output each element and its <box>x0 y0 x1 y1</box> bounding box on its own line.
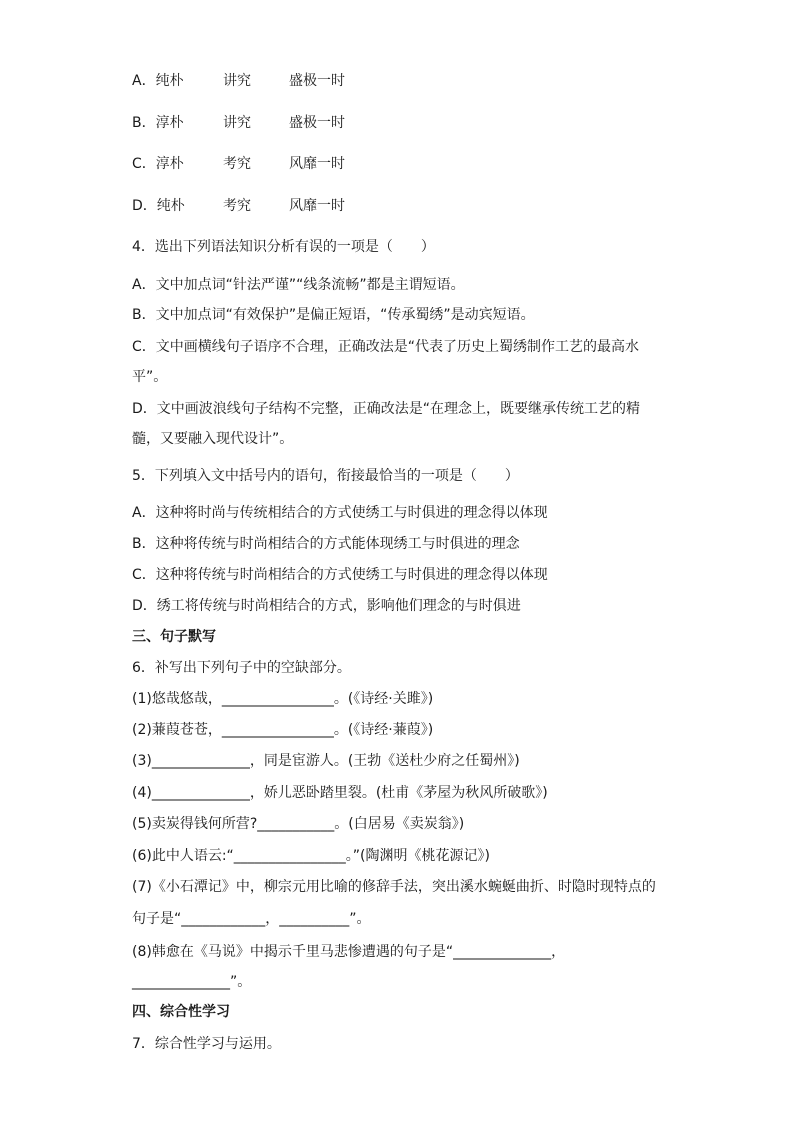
q6-item-1: (1)悠哉悠哉，________________。(《诗经·关雎》) <box>132 691 434 707</box>
option-word-2: 风靡一时 <box>289 156 345 172</box>
q4-option-c-line1: C．文中画横线句子语序不合理，正确改法是“代表了历史上蜀绣制作工艺的最高水 <box>132 339 640 355</box>
option-label: B．淳朴 <box>132 115 184 131</box>
option-word-1: 讲究 <box>223 73 251 89</box>
option-label: D．纯朴 <box>132 198 185 214</box>
option-word-2: 风靡一时 <box>289 198 345 214</box>
q6-item-8-line2: ______________”。 <box>132 974 252 990</box>
option-label: C．淳朴 <box>132 156 184 172</box>
option-word-2: 盛极一时 <box>289 73 345 89</box>
q6-stem: 6．补写出下列句子中的空缺部分。 <box>132 660 351 676</box>
q4-option-d-line2: 髓，又要融入现代设计”。 <box>132 431 294 447</box>
option-word-1: 考究 <box>223 198 251 214</box>
q4-stem: 4．选出下列语法知识分析有误的一项是（ ） <box>132 239 435 255</box>
q5-stem: 5．下列填入文中括号内的语句，衔接最恰当的一项是（ ） <box>132 468 519 484</box>
q6-item-5: (5)卖炭得钱何所营?___________。(白居易《卖炭翁》) <box>132 816 465 832</box>
q7-stem: 7．综合性学习与运用。 <box>132 1036 281 1052</box>
option-word-1: 考究 <box>223 156 251 172</box>
q5-option-a: A．这种将时尚与传统相结合的方式使绣工与时俱进的理念得以体现 <box>132 505 548 521</box>
option-word-1: 讲究 <box>223 115 251 131</box>
q5-option-c: C．这种将传统与时尚相结合的方式使绣工与时俱进的理念得以体现 <box>132 567 548 583</box>
q6-item-8-line1: (8)韩愈在《马说》中揭示千里马悲惨遭遇的句子是“______________， <box>132 944 566 960</box>
q4-option-b: B．文中加点词“有效保护”是偏正短语，“传承蜀绣”是动宾短语。 <box>132 307 535 323</box>
q4-option-a: A．文中加点词“针法严谨”“线条流畅”都是主谓短语。 <box>132 277 465 293</box>
option-label: A．纯朴 <box>132 73 184 89</box>
q6-item-7-line2: 句子是“____________，__________”。 <box>132 911 371 927</box>
q5-option-d: D．绣工将传统与时尚相结合的方式，影响他们理念的与时俱进 <box>132 598 521 614</box>
q5-option-b: B．这种将传统与时尚相结合的方式能体现绣工与时俱进的理念 <box>132 536 520 552</box>
q6-item-2: (2)蒹葭苍苍，________________。(《诗经·蒹葭》) <box>132 722 434 738</box>
q4-option-d-line1: D．文中画波浪线句子结构不完整，正确改法是“在理念上，既要继承传统工艺的精 <box>132 401 641 417</box>
q6-item-6: (6)此中人语云:“________________。”(陶渊明《桃花源记》) <box>132 848 490 864</box>
q6-item-7-line1: (7)《小石潭记》中，柳宗元用比喻的修辞手法，突出溪水蜿蜒曲折、时隐时现特点的 <box>132 879 656 895</box>
section-heading-4: 四、综合性学习 <box>132 1004 230 1020</box>
q6-item-4: (4)______________，娇儿恶卧踏里裂。(杜甫《茅屋为秋风所破歌》) <box>132 785 548 801</box>
section-heading-3: 三、句子默写 <box>132 629 216 645</box>
q4-option-c-line2: 平”。 <box>132 369 168 385</box>
q6-item-3: (3)______________，同是宦游人。(王勃《送杜少府之任蜀州》) <box>132 753 520 769</box>
option-word-2: 盛极一时 <box>289 115 345 131</box>
